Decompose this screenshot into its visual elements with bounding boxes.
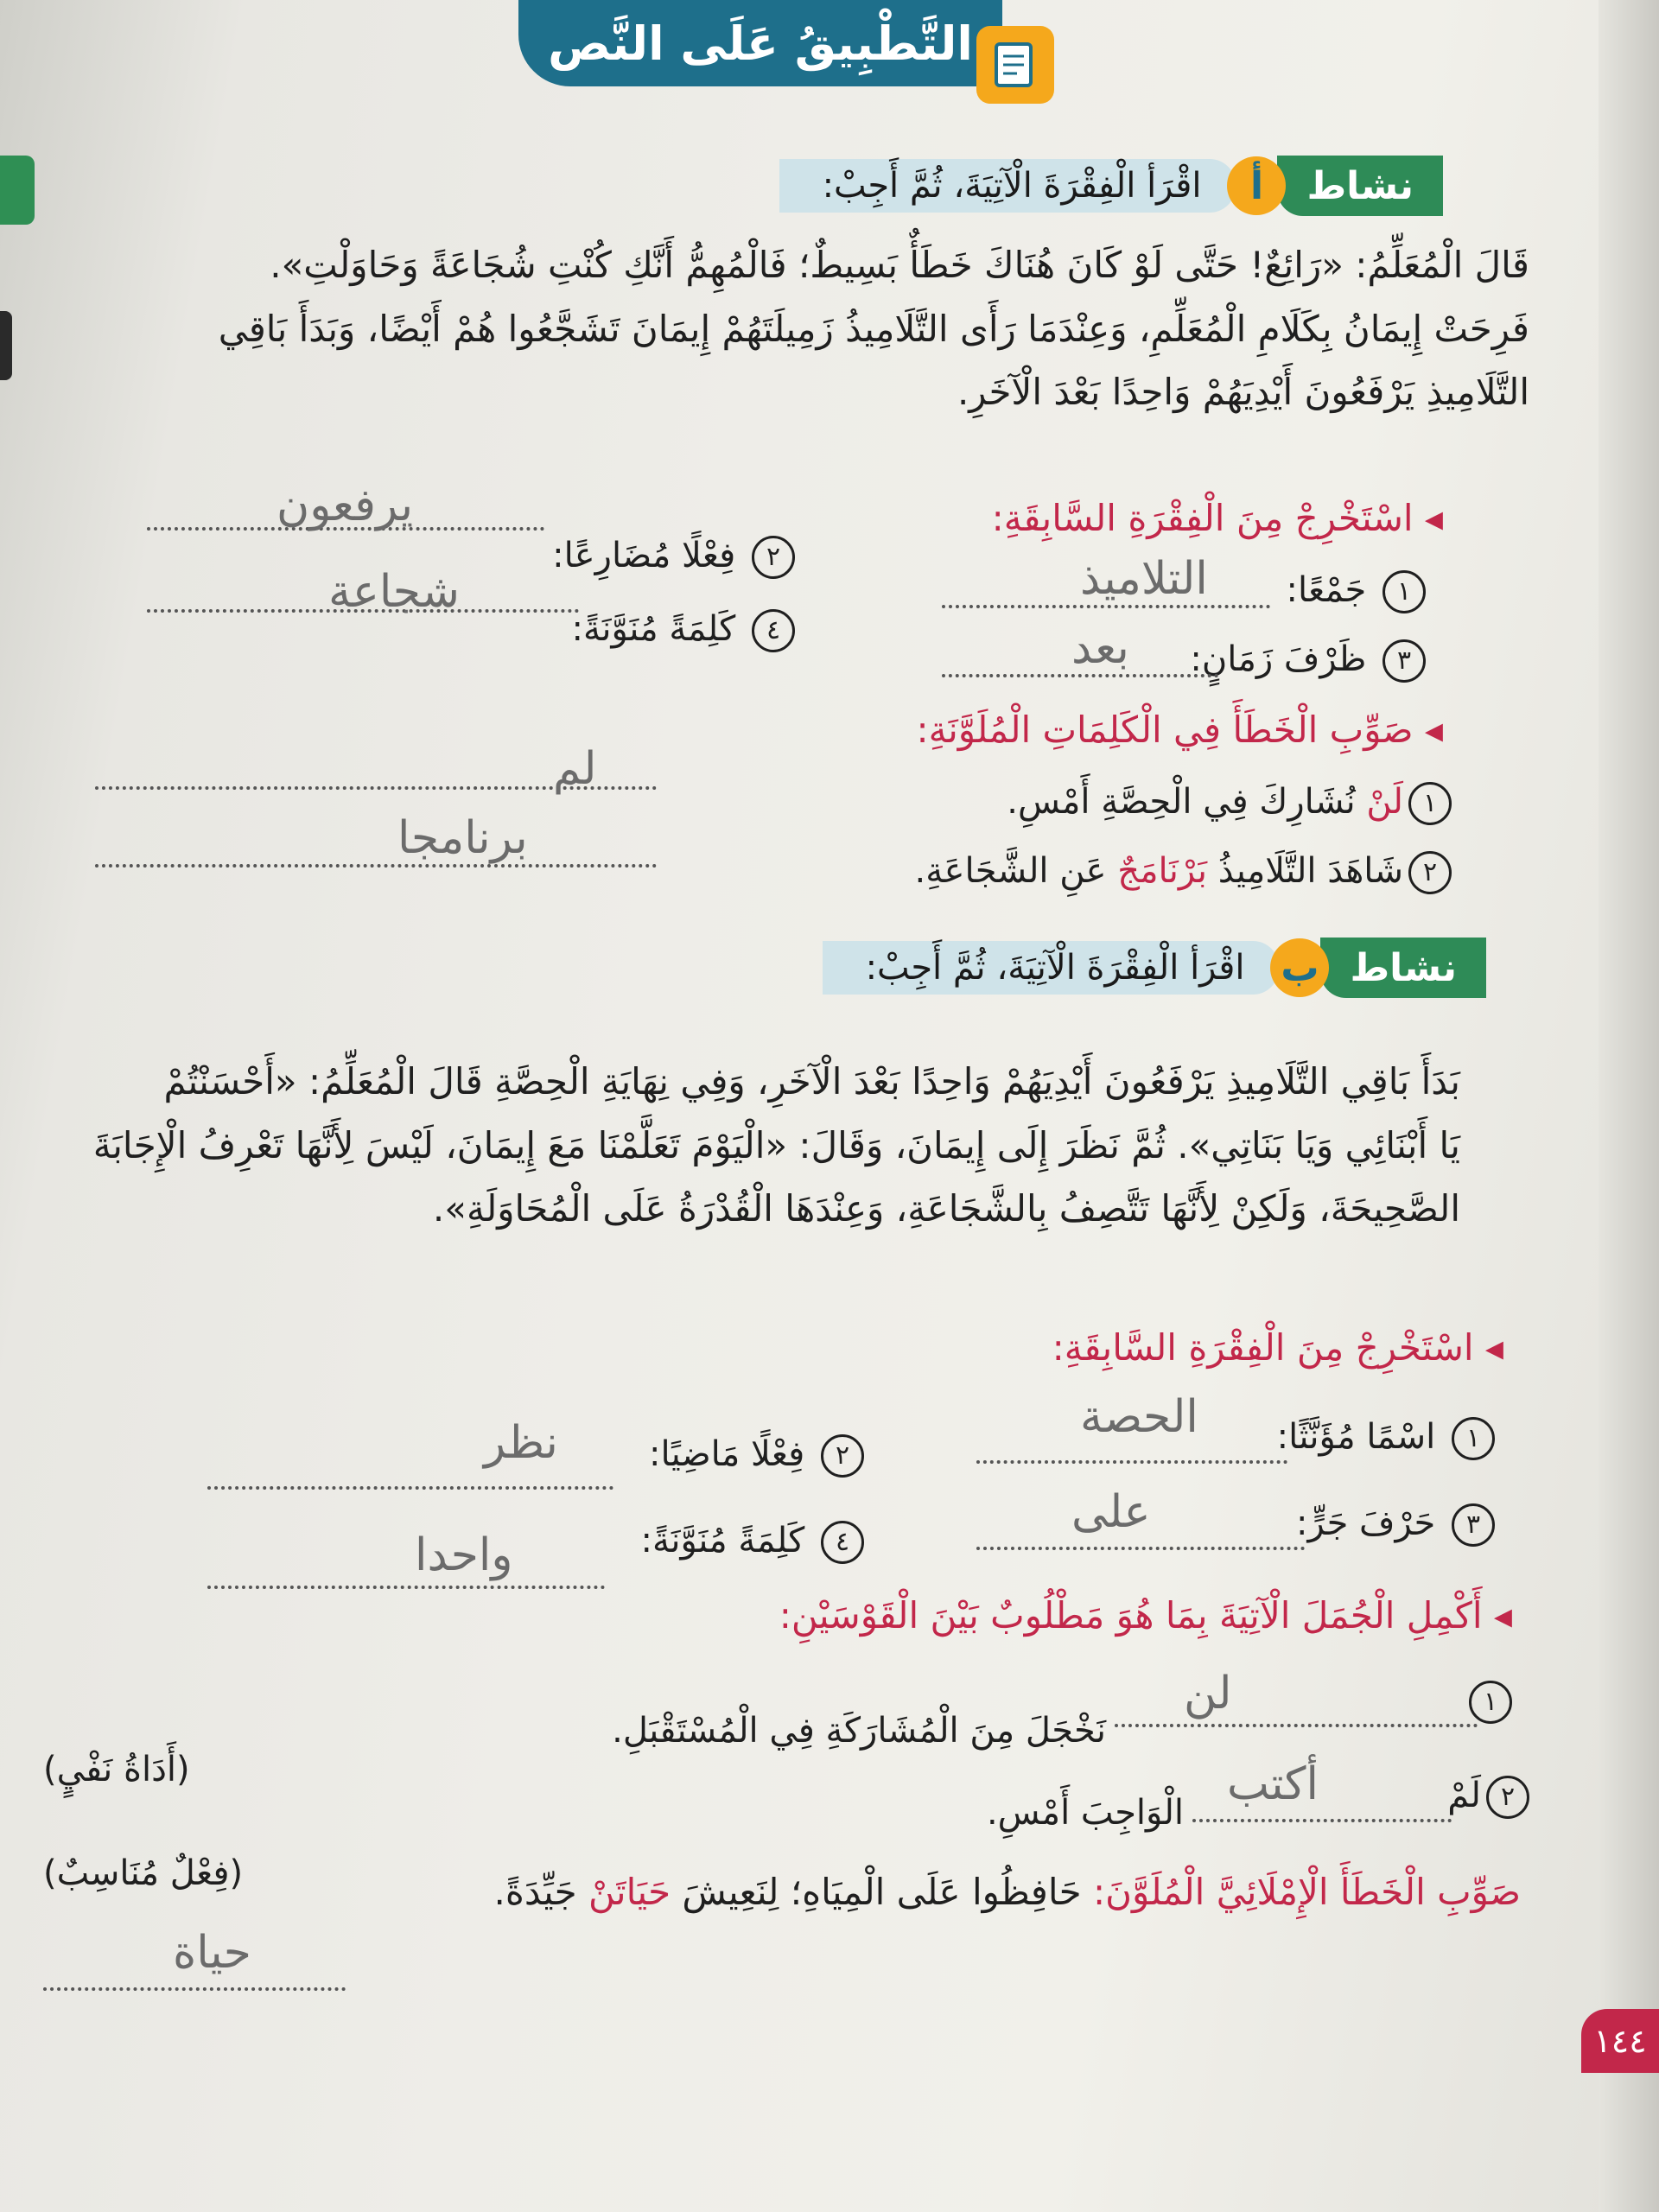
- activity-a-paragraph: [219, 233, 1529, 424]
- paragraph-line: التَّلَامِيذِ يَرْفَعُونَ أَيْدِيَهُمْ وَاحِدًا بَعْدَ الْآخَرِ.: [957, 371, 1529, 413]
- handwritten-answer: برنامجا: [397, 812, 528, 864]
- activity-a-instruction: اقْرَأ الْفِقْرَةَ الْآتِيَةَ، ثُمَّ أَجِبْ:: [779, 159, 1236, 213]
- activity-a-bar: [779, 156, 1443, 216]
- handwritten-answer: شجاعة: [328, 566, 460, 618]
- spelling-title: صَوِّبِ الْخَطَأَ الْإِمْلَائِيَّ الْمُلَوَّنَ:: [1093, 1871, 1521, 1913]
- section-header: [518, 0, 1002, 86]
- activity-b-tag: نشاط: [1320, 938, 1486, 998]
- activity-b-paragraph: [93, 1050, 1460, 1241]
- spelling-question: صَوِّبِ الْخَطَأَ الْإِمْلَائِيَّ الْمُلَوَّنَ: حَافِظُوا عَلَى الْمِيَاهِ؛ لِنَعِيشَ حَيَاتَنْ جَيِّدَةً.: [493, 1871, 1521, 1913]
- paragraph-line: الصَّحِيحَةَ، وَلَكِنْ لِأَنَّهَا تَتَّصِفُ بِالشَّجَاعَةِ، وَعِنْدَهَا الْقُدْرَةُ عَلَى الْمُحَاوَلَةِ».: [432, 1187, 1460, 1230]
- handwritten-answer: حياة: [173, 1927, 251, 1979]
- handwritten-answer: يرفعون: [276, 480, 414, 531]
- handwritten-answer: أكتب: [1227, 1758, 1319, 1810]
- handwritten-answer: على: [1071, 1486, 1151, 1538]
- adjacent-page-mark: [0, 311, 12, 380]
- extract-item-3: ٣ حَرْفَ جَرٍّ:: [1296, 1503, 1495, 1547]
- extract-item-2: ٢ فِعْلًا مَاضِيًا:: [649, 1434, 864, 1478]
- correct-item-1: ١لَنْ نُشَارِكَ فِي الْحِصَّةِ أَمْسِ.: [1007, 782, 1452, 825]
- extract-item-4: ٤ كَلِمَةً مُنَوَّنَةً:: [640, 1521, 864, 1564]
- answer-line[interactable]: [43, 1987, 346, 1991]
- answer-line[interactable]: [207, 1586, 605, 1589]
- activity-a-letter: أ: [1227, 156, 1286, 215]
- activity-b-extract-title: ◂ اسْتَخْرِجْ مِنَ الْفِقْرَةِ السَّابِقَةِ:: [1052, 1326, 1503, 1369]
- correct-item-2: ٢شَاهَدَ التَّلَامِيذُ بَرْنَامَجٌ عَنِ الشَّجَاعَةِ.: [915, 851, 1452, 894]
- extract-item-4: ٤ كَلِمَةً مُنَوَّنَةً:: [571, 609, 795, 652]
- answer-line[interactable]: [1115, 1724, 1478, 1727]
- answer-line[interactable]: [95, 864, 657, 868]
- handwritten-answer: لم: [553, 743, 597, 795]
- activity-b-bar: [823, 938, 1486, 998]
- page-edge: [1599, 0, 1659, 2212]
- answer-line[interactable]: [976, 1547, 1305, 1550]
- extract-item-1: ١ جَمْعًا:: [1286, 570, 1426, 613]
- paragraph-line: يَا أَبْنَائِي وَيَا بَنَاتِي». ثُمَّ نَظَرَ إِلَى إِيمَانَ، وَقَالَ: «الْيَوْمَ تَعَلَّمْنَا مَعَ إِيمَانَ، لَيْسَ لِأَنَّهَا تَعْرِفُ الْإِجَابَةَ: [92, 1123, 1460, 1166]
- hint-verb: (فِعْلٌ مُنَاسِبٌ): [43, 1853, 244, 1893]
- handwritten-answer: لن: [1184, 1668, 1232, 1719]
- complete-item-1: ١: [1464, 1681, 1512, 1724]
- extract-item-3: ٣ ظَرْفَ زَمَانٍ:: [1190, 639, 1426, 683]
- answer-line[interactable]: [942, 605, 1270, 608]
- hint-negation: (أَدَاةُ نَفْيٍ): [43, 1750, 190, 1789]
- handwritten-answer: نظر: [484, 1417, 558, 1469]
- activity-b-letter: ب: [1270, 938, 1329, 997]
- answer-line[interactable]: [207, 1486, 613, 1490]
- handwritten-answer: الحصة: [1080, 1391, 1198, 1443]
- answer-line[interactable]: [1192, 1819, 1452, 1822]
- paragraph-line: فَرِحَتْ إِيمَانُ بِكَلَامِ الْمُعَلِّمِ، وَعِنْدَمَا رَأَى التَّلَامِيذُ زَمِيلَتَهُمْ إِيمَانَ تَشَجَّعُوا هُمْ أَيْضًا، وَبَدَأَ بَاقِي: [218, 307, 1529, 350]
- activity-b-instruction: اقْرَأ الْفِقْرَةَ الْآتِيَةَ، ثُمَّ أَجِبْ:: [823, 941, 1280, 995]
- complete-item-2: ٢لَمْ: [1447, 1776, 1529, 1819]
- activity-a-tag: نشاط: [1277, 156, 1443, 216]
- section-title: التَّطْبِيقُ عَلَى النَّص: [548, 16, 973, 71]
- extract-item-2: ٢ فِعْلًا مُضَارِعًا:: [552, 536, 795, 579]
- activity-a-extract-title: ◂ اسْتَخْرِجْ مِنَ الْفِقْرَةِ السَّابِقَةِ:: [992, 497, 1443, 539]
- complete-item-1-text: نَخْجَلَ مِنَ الْمُشَارَكَةِ فِي الْمُسْتَقْبَلِ.: [612, 1711, 1106, 1751]
- answer-line[interactable]: [942, 674, 1218, 677]
- paragraph-line: قَالَ الْمُعَلِّمُ: «رَائِعٌ! حَتَّى لَوْ كَانَ هُنَاكَ خَطَأٌ بَسِيطٌ؛ فَالْمُهِمُّ أَنَّكِ كُنْتِ شُجَاعَةً وَحَاوَلْتِ».: [270, 244, 1529, 286]
- handwritten-answer: واحدا: [415, 1529, 513, 1581]
- handwritten-answer: بعد: [1071, 622, 1129, 674]
- complete-item-2-text: الْوَاجِبَ أَمْسِ.: [986, 1793, 1184, 1833]
- activity-b-complete-title: ◂ أَكْمِلِ الْجُمَلَ الْآتِيَةَ بِمَا هُوَ مَطْلُوبٌ بَيْنَ الْقَوْسَيْنِ:: [779, 1594, 1512, 1637]
- page-number: ١٤٤: [1581, 2009, 1659, 2073]
- extract-item-1: ١ اسْمًا مُؤَنَّثًا:: [1277, 1417, 1495, 1460]
- paragraph-line: بَدَأَ بَاقِي التَّلَامِيذِ يَرْفَعُونَ أَيْدِيَهُمْ وَاحِدًا بَعْدَ الْآخَرِ، وَفِي نِهَايَةِ الْحِصَّةِ قَالَ الْمُعَلِّمُ: «أَحْسَنْتُمْ: [163, 1060, 1460, 1103]
- activity-a-correct-title: ◂ صَوِّبِ الْخَطَأَ فِي الْكَلِمَاتِ الْمُلَوَّنَةِ:: [916, 709, 1443, 751]
- handwritten-answer: التلاميذ: [1080, 553, 1208, 605]
- adjacent-page-tab: [0, 156, 35, 225]
- answer-line[interactable]: [976, 1460, 1287, 1464]
- notebook-icon: [976, 26, 1054, 104]
